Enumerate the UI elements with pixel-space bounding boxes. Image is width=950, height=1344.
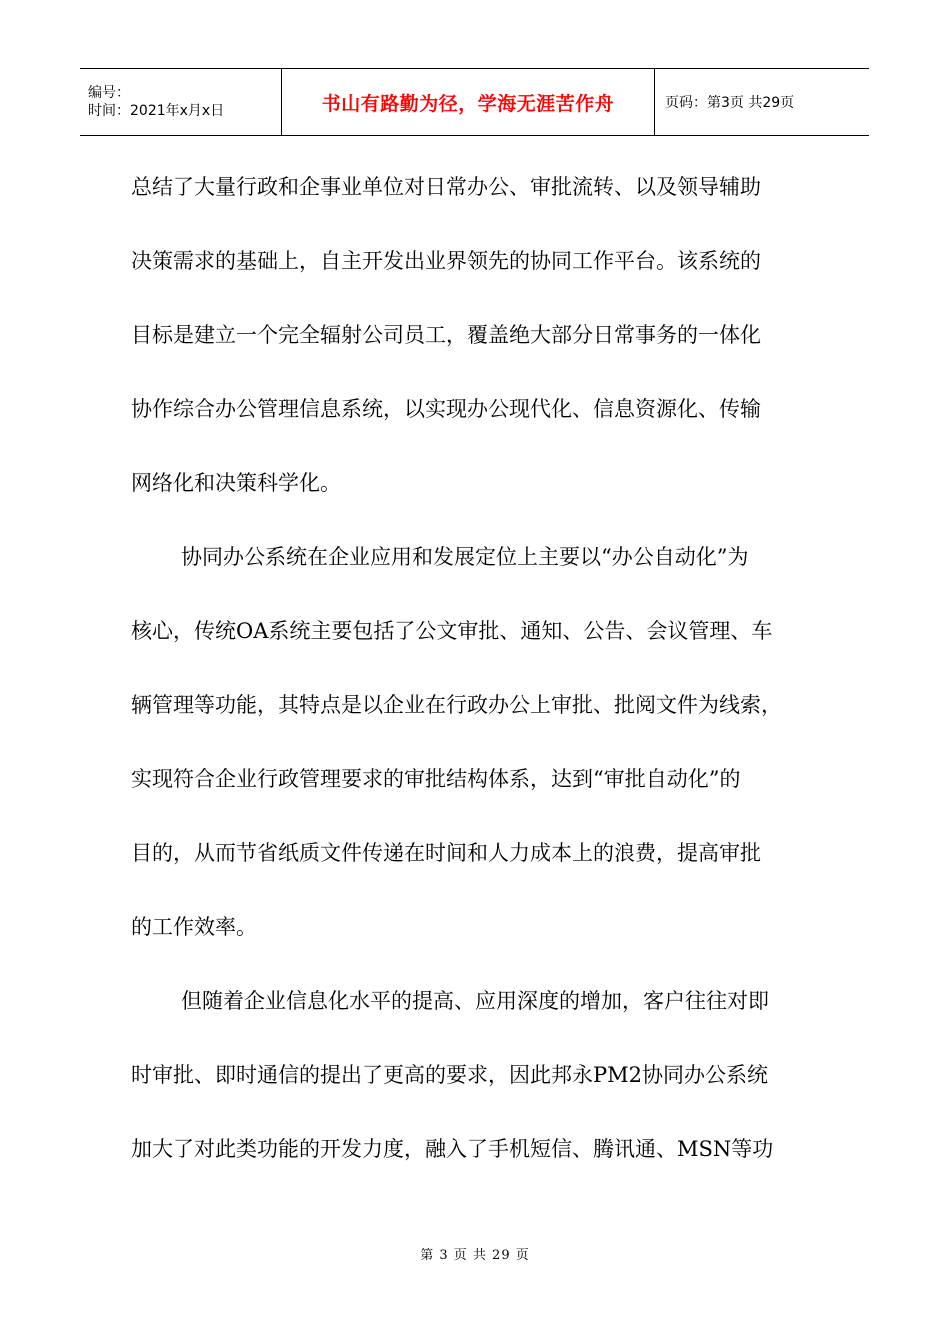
body-line: 时审批、即时通信的提出了更高的要求，因此邦永PM2协同办公系统 <box>131 1063 768 1087</box>
body-line: 协同办公系统在企业应用和发展定位上主要以“办公自动化”为 <box>181 545 749 569</box>
body-line: 但随着企业信息化水平的提高、应用深度的增加，客户往往对即 <box>181 989 769 1013</box>
header-page-cell <box>655 69 869 135</box>
body-line: 实现符合企业行政管理要求的审批结构体系，达到“审批自动化”的 <box>131 767 741 791</box>
body-line: 的工作效率。 <box>131 915 257 939</box>
body-line: 目的，从而节省纸质文件传递在时间和人力成本上的浪费，提高审批 <box>131 841 761 865</box>
body-line: 辆管理等功能，其特点是以企业在行政办公上审批、批阅文件为线索， <box>131 693 782 717</box>
body-line: 加大了对此类功能的开发力度，融入了手机短信、腾讯通、MSN等功 <box>131 1137 774 1161</box>
body-line: 决策需求的基础上，自主开发出业界领先的协同工作平台。该系统的 <box>131 249 761 273</box>
document-number-label: 编号： <box>88 85 130 101</box>
document-body <box>131 150 831 1186</box>
header-page-number: 页码：第3页 共29页 <box>665 95 795 111</box>
header-motto-cell <box>282 69 655 135</box>
header-meta-cell <box>80 69 282 135</box>
body-line: 目标是建立一个完全辐射公司员工，覆盖绝大部分日常事务的一体化 <box>131 323 761 347</box>
body-line: 网络化和决策科学化。 <box>131 471 341 495</box>
page-footer: 第 3 页 共 29 页 <box>420 1248 530 1263</box>
body-line: 核心，传统OA系统主要包括了公文审批、通知、公告、会议管理、车 <box>131 619 773 643</box>
document-header <box>80 68 869 136</box>
header-motto: 书山有路勤为径，学海无涯苦作舟 <box>321 92 615 115</box>
body-line: 协作综合办公管理信息系统，以实现办公现代化、信息资源化、传输 <box>131 397 761 421</box>
document-date-label: 时间：2021年x月x日 <box>88 103 225 119</box>
body-line: 总结了大量行政和企事业单位对日常办公、审批流转、以及领导辅助 <box>131 175 761 199</box>
